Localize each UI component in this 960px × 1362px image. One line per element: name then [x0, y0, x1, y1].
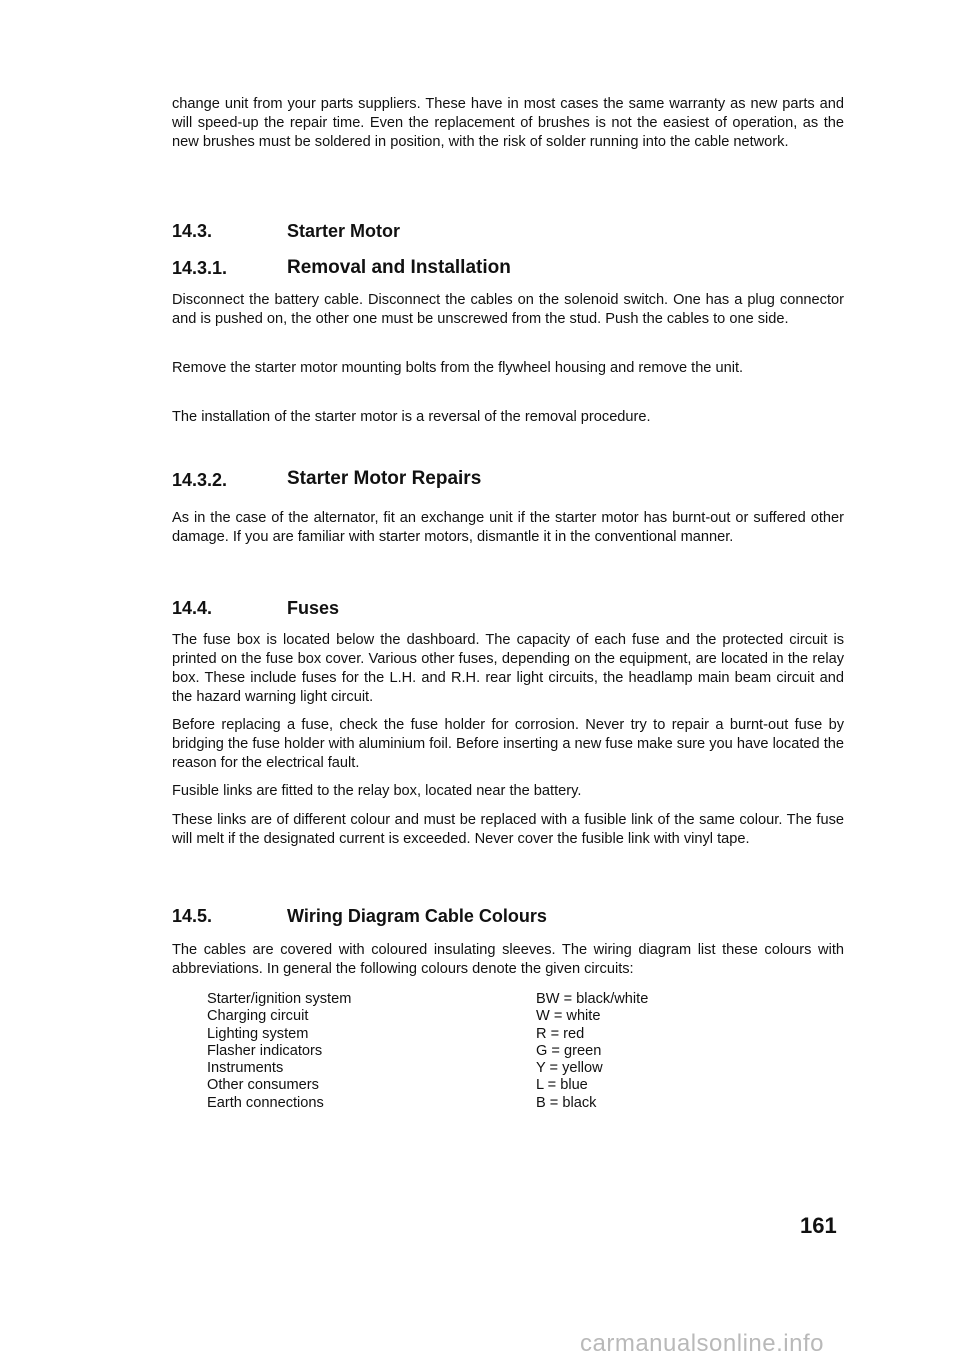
paragraph: The installation of the starter motor is a reversal of the removal procedure.: [172, 409, 651, 425]
section-14-4-title: Fuses: [287, 598, 340, 618]
section-14-3-2-title: Starter Motor Repairs: [287, 468, 482, 489]
page-number: 161: [800, 1213, 837, 1238]
paragraph: The cables are covered with coloured insulating sleeves. The wiring diagram list these colours with abbreviations. In general the following colours denote the given circuits:: [172, 942, 844, 977]
paragraph: Before replacing a fuse, check the fuse holder for corrosion. Never try to repair a burnt-out fuse by bridging the fuse holder with aluminium foil. Before inserting a new fuse make sure you have located the reason for the electrical fault.: [172, 717, 844, 771]
list-item: Other consumers: [207, 1077, 319, 1094]
list-item: Starter/ignition system: [207, 991, 352, 1007]
section-14-4-number: 14.4.: [172, 598, 213, 618]
list-item: Instruments: [207, 1060, 284, 1077]
paragraph: Fusible links are fitted to the relay box, located near the battery.: [172, 783, 582, 799]
colour-code-list: [536, 991, 648, 1112]
list-item: L = blue: [536, 1077, 588, 1094]
section-14-3-2-number: 14.3.2.: [172, 470, 228, 490]
paragraph: Disconnect the battery cable. Disconnect the cables on the solenoid switch. One has a plug connector and is pushed on, the other one must be unscrewed from the stud. Push the cables to one side.: [172, 292, 844, 327]
list-item: B = black: [536, 1094, 597, 1111]
intro-paragraph: change unit from your parts suppliers. These have in most cases the same warranty as new parts and will speed-up the repair time. Even the replacement of brushes is not the easiest of operation, as the new brushes must be soldered in position, with the risk of solder running into the cable network.: [172, 96, 844, 150]
paragraph: Remove the starter motor mounting bolts from the flywheel housing and remove the unit.: [172, 360, 744, 376]
list-item: Flasher indicators: [207, 1042, 323, 1059]
list-item: Earth connections: [207, 1094, 324, 1111]
list-item: Lighting system: [207, 1025, 309, 1042]
section-14-5-title: Wiring Diagram Cable Colours: [287, 906, 547, 926]
section-14-3-title: Starter Motor: [287, 221, 401, 241]
list-item: Y = yellow: [536, 1060, 603, 1077]
circuit-list: [207, 991, 351, 1112]
list-item: Charging circuit: [207, 1008, 309, 1025]
section-14-5-number: 14.5.: [172, 906, 213, 926]
paragraph: As in the case of the alternator, fit an exchange unit if the starter motor has burnt-out or suffered other damage. If you are familiar with starter motors, dismantle it in the conventional manner.: [172, 510, 844, 545]
section-14-3-number: 14.3.: [172, 221, 213, 241]
list-item: G = green: [536, 1042, 602, 1059]
list-item: BW = black/white: [536, 991, 649, 1007]
section-14-3-1-number: 14.3.1.: [172, 258, 228, 278]
list-item: W = white: [536, 1008, 601, 1025]
paragraph: These links are of different colour and must be replaced with a fusible link of the same colour. The fuse will melt if the designated current is exceeded. Never cover the fusible link with vinyl tape.: [172, 812, 844, 847]
list-item: R = red: [536, 1025, 585, 1042]
section-14-3-1-title: Removal and Installation: [287, 257, 511, 278]
paragraph: The fuse box is located below the dashboard. The capacity of each fuse and the protected circuit is printed on the fuse box cover. Various other fuses, depending on the equipment, are located in the relay box. These include fuses for the L.H. and R.H. rear light circuits, the headlamp main beam circuit and the hazard warning light circuit.: [172, 632, 844, 705]
watermark: carmanualsonline.info: [580, 1330, 824, 1357]
